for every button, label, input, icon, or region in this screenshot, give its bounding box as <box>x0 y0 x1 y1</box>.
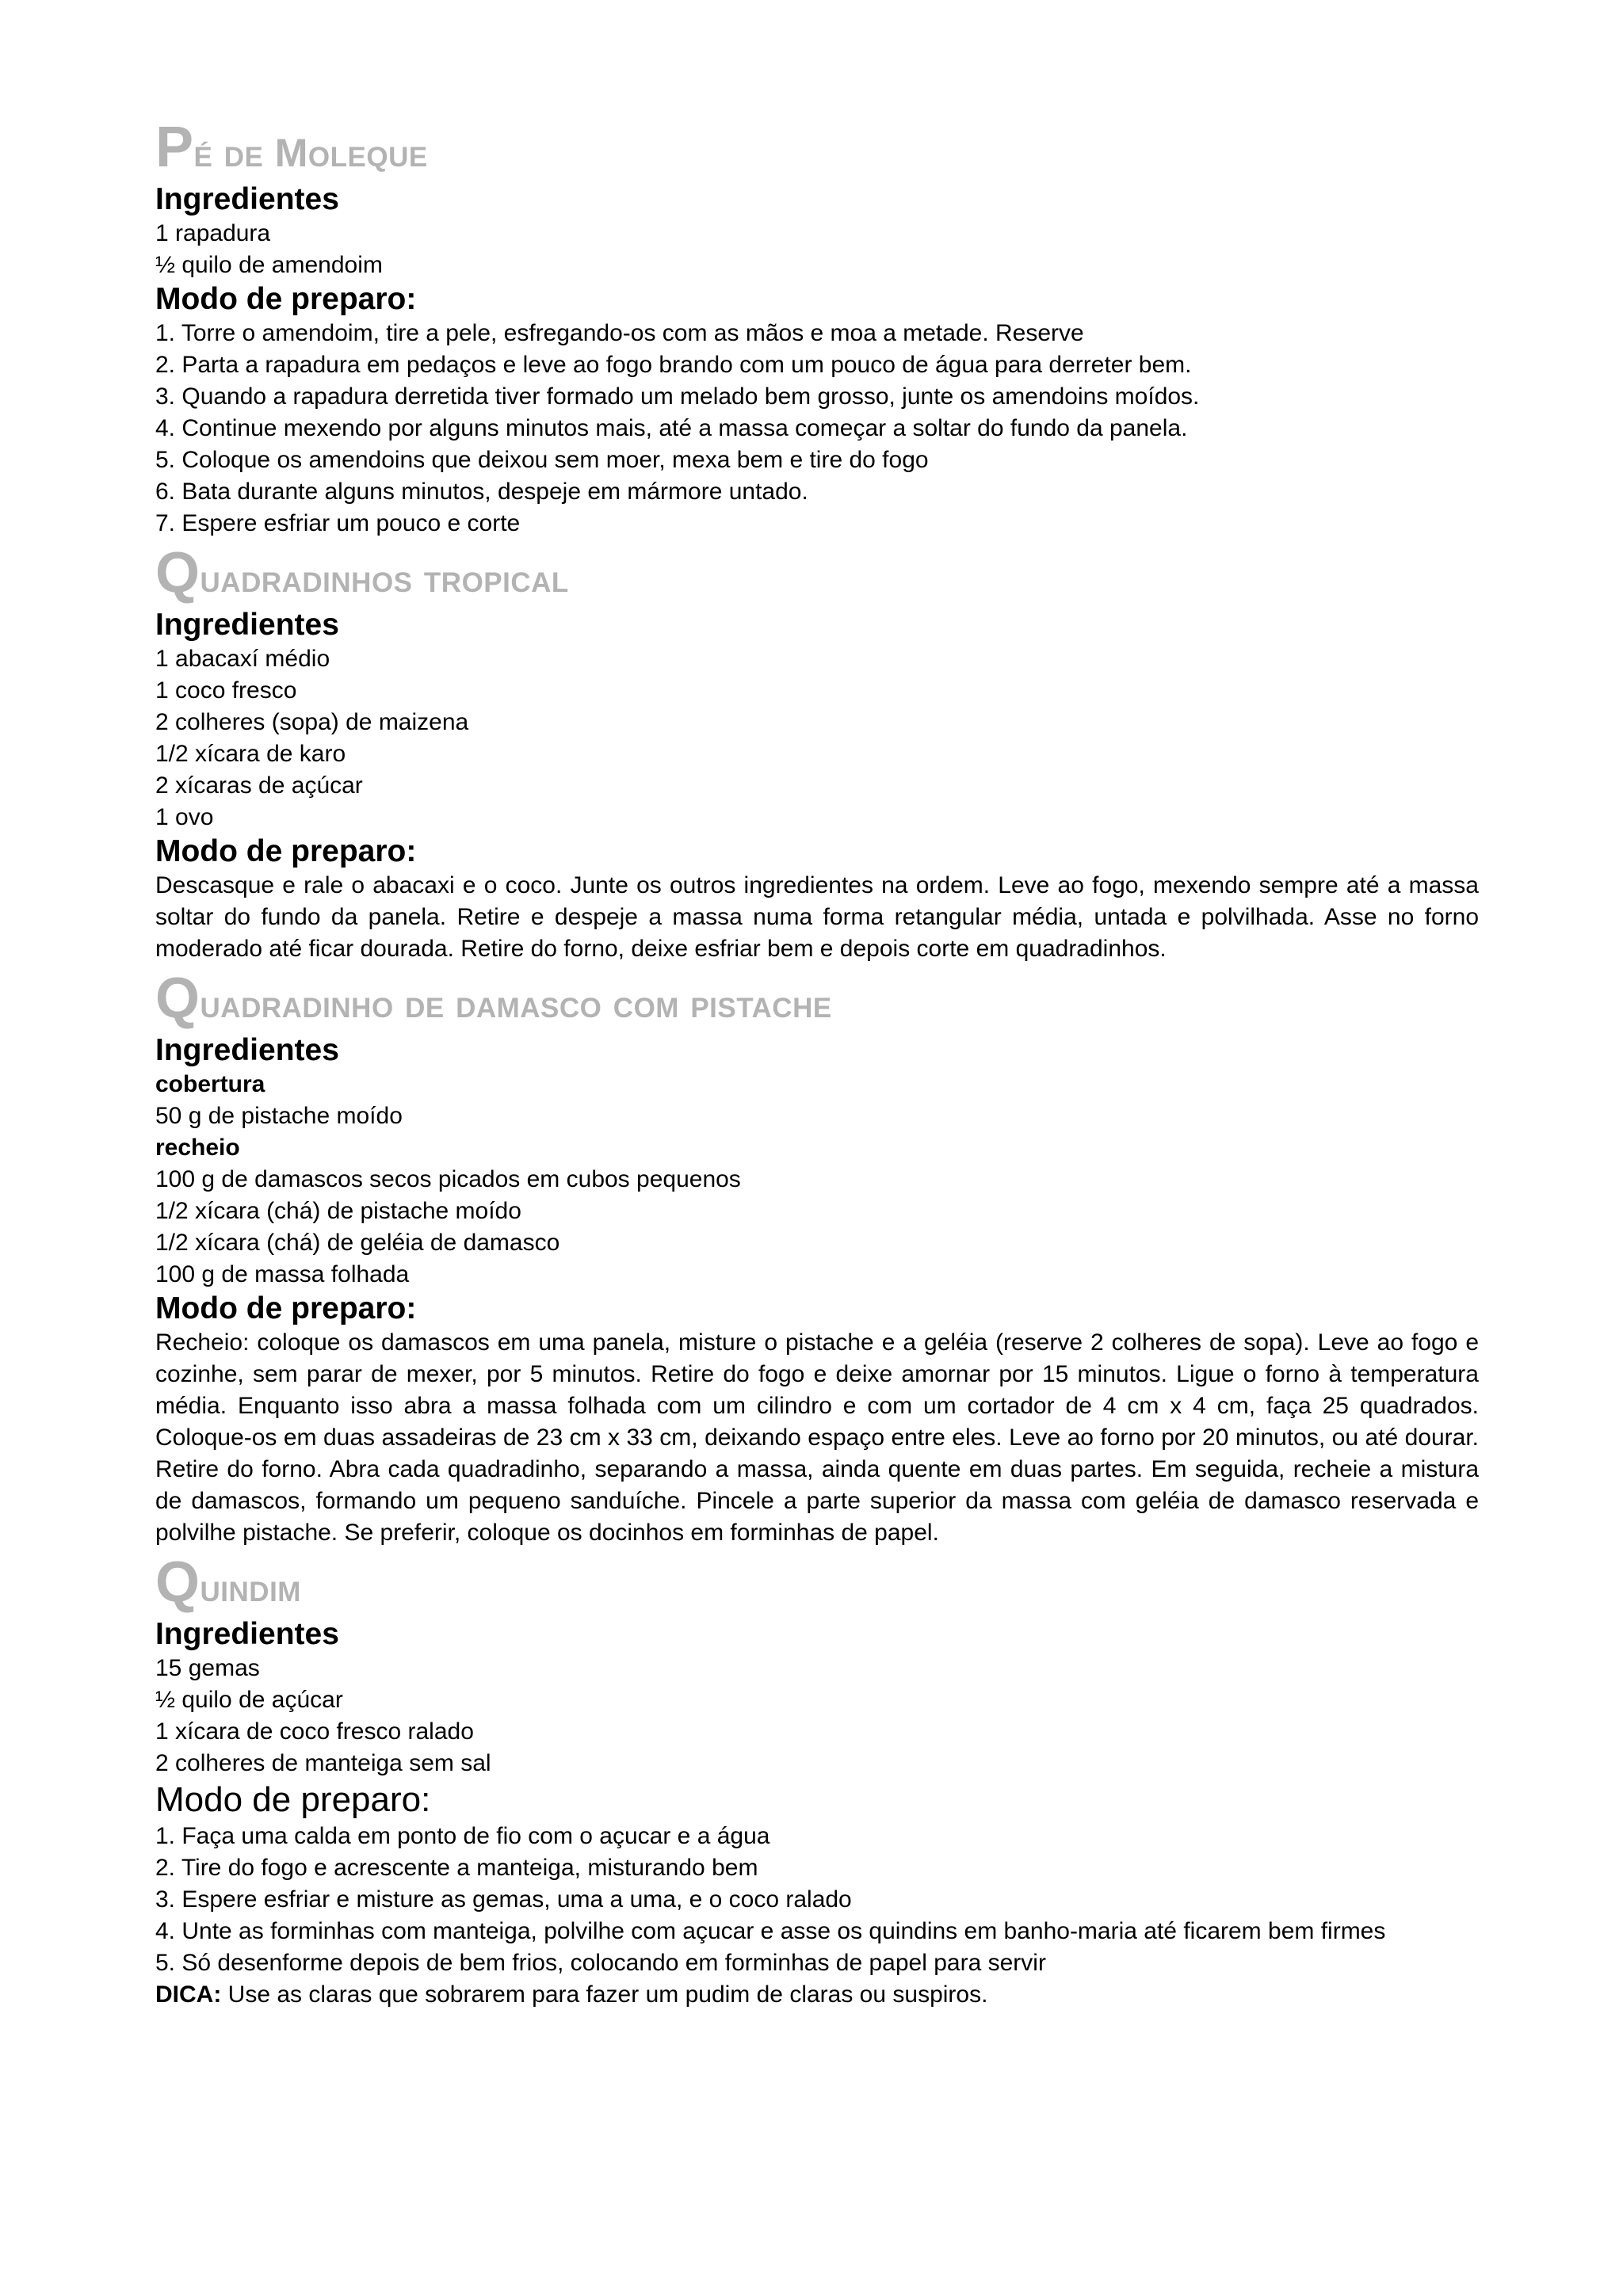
method-step: 3. Quando a rapadura derretida tiver formado um melado bem grosso, junte os amendoins moídos. <box>155 383 1200 410</box>
ingredient-item: 2 xícaras de açúcar <box>155 772 363 799</box>
method-step: 2. Tire do fogo e acrescente a manteiga, misturando bem <box>155 1855 758 1881</box>
method-step: 5. Coloque os amendoins que deixou sem moer, mexa bem e tire do fogo <box>155 447 929 473</box>
tip-line <box>155 1979 1479 2011</box>
method-heading: Modo de preparo: <box>155 1780 431 1819</box>
recipe-title: Quadradinho de damasco com pistache <box>155 967 832 1030</box>
recipe-title: Pé de Moleque <box>155 116 428 179</box>
method-step: 3. Espere esfriar e misture as gemas, uma a uma, e o coco ralado <box>155 1886 852 1913</box>
ingredients-heading: Ingredientes <box>155 182 339 216</box>
ingredient-item: 1/2 xícara (chá) de geléia de damasco <box>155 1230 560 1256</box>
ingredient-item: ½ quilo de amendoim <box>155 252 383 278</box>
ingredient-item: 1 abacaxí médio <box>155 646 330 672</box>
ingredient-item: 1 xícara de coco fresco ralado <box>155 1718 474 1745</box>
recipe-title: Quadradinhos tropical <box>155 541 569 605</box>
tip-label: DICA: <box>155 1981 222 2008</box>
method-step: 4. Unte as forminhas com manteiga, polvilhe com açucar e asse os quindins em banho-maria até ficarem bem firmes <box>155 1918 1386 1944</box>
ingredient-subheading: cobertura <box>155 1071 265 1097</box>
method-heading: Modo de preparo: <box>155 834 417 868</box>
ingredients-heading: Ingredientes <box>155 1033 339 1067</box>
ingredient-item: 1 ovo <box>155 804 214 830</box>
recipe-title: Quindim <box>155 1550 301 1614</box>
method-step: 2. Parta a rapadura em pedaços e leve ao fogo brando com um pouco de água para derreter bem. <box>155 352 1192 378</box>
ingredients-heading: Ingredientes <box>155 1617 339 1651</box>
method-paragraph: Descasque e rale o abacaxi e o coco. Junte os outros ingredientes na ordem. Leve ao fogo, mexendo sempre até a massa soltar do fundo da panela. Retire e despeje a massa numa forma retangular média, untada e polvilhada. Asse no forno moderado até ficar dourada. Retire do forno, deixe esfriar bem e depois corte em quadradinhos. <box>155 872 1479 962</box>
tip-text: Use as claras que sobrarem para fazer um pudim de claras ou suspiros. <box>221 1981 988 2008</box>
ingredient-item: ½ quilo de açúcar <box>155 1687 343 1713</box>
method-step: 6. Bata durante alguns minutos, despeje em mármore untado. <box>155 479 808 505</box>
recipe-quindim <box>155 1550 1479 2011</box>
method-step: 4. Continue mexendo por alguns minutos mais, até a massa começar a soltar do fundo da panela. <box>155 415 1188 441</box>
method-heading: Modo de preparo: <box>155 282 417 316</box>
method-paragraph: Recheio: coloque os damascos em uma panela, misture o pistache e a geléia (reserve 2 colheres de sopa). Leve ao fogo e cozinhe, sem parar de mexer, por 5 minutos. Retire do fogo e deixe amornar por 15 minutos. Ligue o forno à temperatura média. Enquanto isso abra a massa folhada com um cilindro e com um cortador de 4 cm x 4 cm, faça 25 quadrados. Coloque-os em duas assadeiras de 23 cm x 33 cm, deixando espaço entre eles. Leve ao forno por 20 minutos, ou até dourar. Retire do forno. Abra cada quadradinho, separando a massa, ainda quente em duas partes. Em seguida, recheie a mistura de damascos, formando um pequeno sanduíche. Pincele a parte superior da massa com geléia de damasco reservada e polvilhe pistache. Se preferir, coloque os docinhos em forminhas de papel. <box>155 1329 1479 1546</box>
method-step: 1. Torre o amendoim, tire a pele, esfregando-os com as mãos e moa a metade. Reserve <box>155 320 1084 346</box>
ingredient-item: 1 rapadura <box>155 220 271 246</box>
method-heading: Modo de preparo: <box>155 1291 417 1325</box>
ingredients-heading: Ingredientes <box>155 608 339 642</box>
recipe-pe-de-moleque <box>155 116 1479 540</box>
method-step: 7. Espere esfriar um pouco e corte <box>155 510 521 536</box>
recipe-quadradinho-damasco <box>155 967 1479 1549</box>
method-step: 1. Faça uma calda em ponto de fio com o açucar e a água <box>155 1823 770 1849</box>
ingredient-item: 1/2 xícara de karo <box>155 741 346 767</box>
document-page <box>155 116 1479 2016</box>
ingredient-item: 1 coco fresco <box>155 677 297 704</box>
ingredient-item: 1/2 xícara (chá) de pistache moído <box>155 1198 521 1224</box>
ingredient-item: 100 g de massa folhada <box>155 1261 410 1287</box>
ingredient-item: 2 colheres de manteiga sem sal <box>155 1750 491 1776</box>
ingredient-subheading: recheio <box>155 1135 240 1161</box>
ingredient-item: 15 gemas <box>155 1655 260 1681</box>
ingredient-item: 50 g de pistache moído <box>155 1103 403 1129</box>
method-step: 5. Só desenforme depois de bem frios, colocando em forminhas de papel para servir <box>155 1950 1046 1976</box>
ingredient-item: 2 colheres (sopa) de maizena <box>155 709 469 735</box>
recipe-quadradinhos-tropical <box>155 541 1479 965</box>
ingredient-item: 100 g de damascos secos picados em cubos pequenos <box>155 1166 741 1192</box>
